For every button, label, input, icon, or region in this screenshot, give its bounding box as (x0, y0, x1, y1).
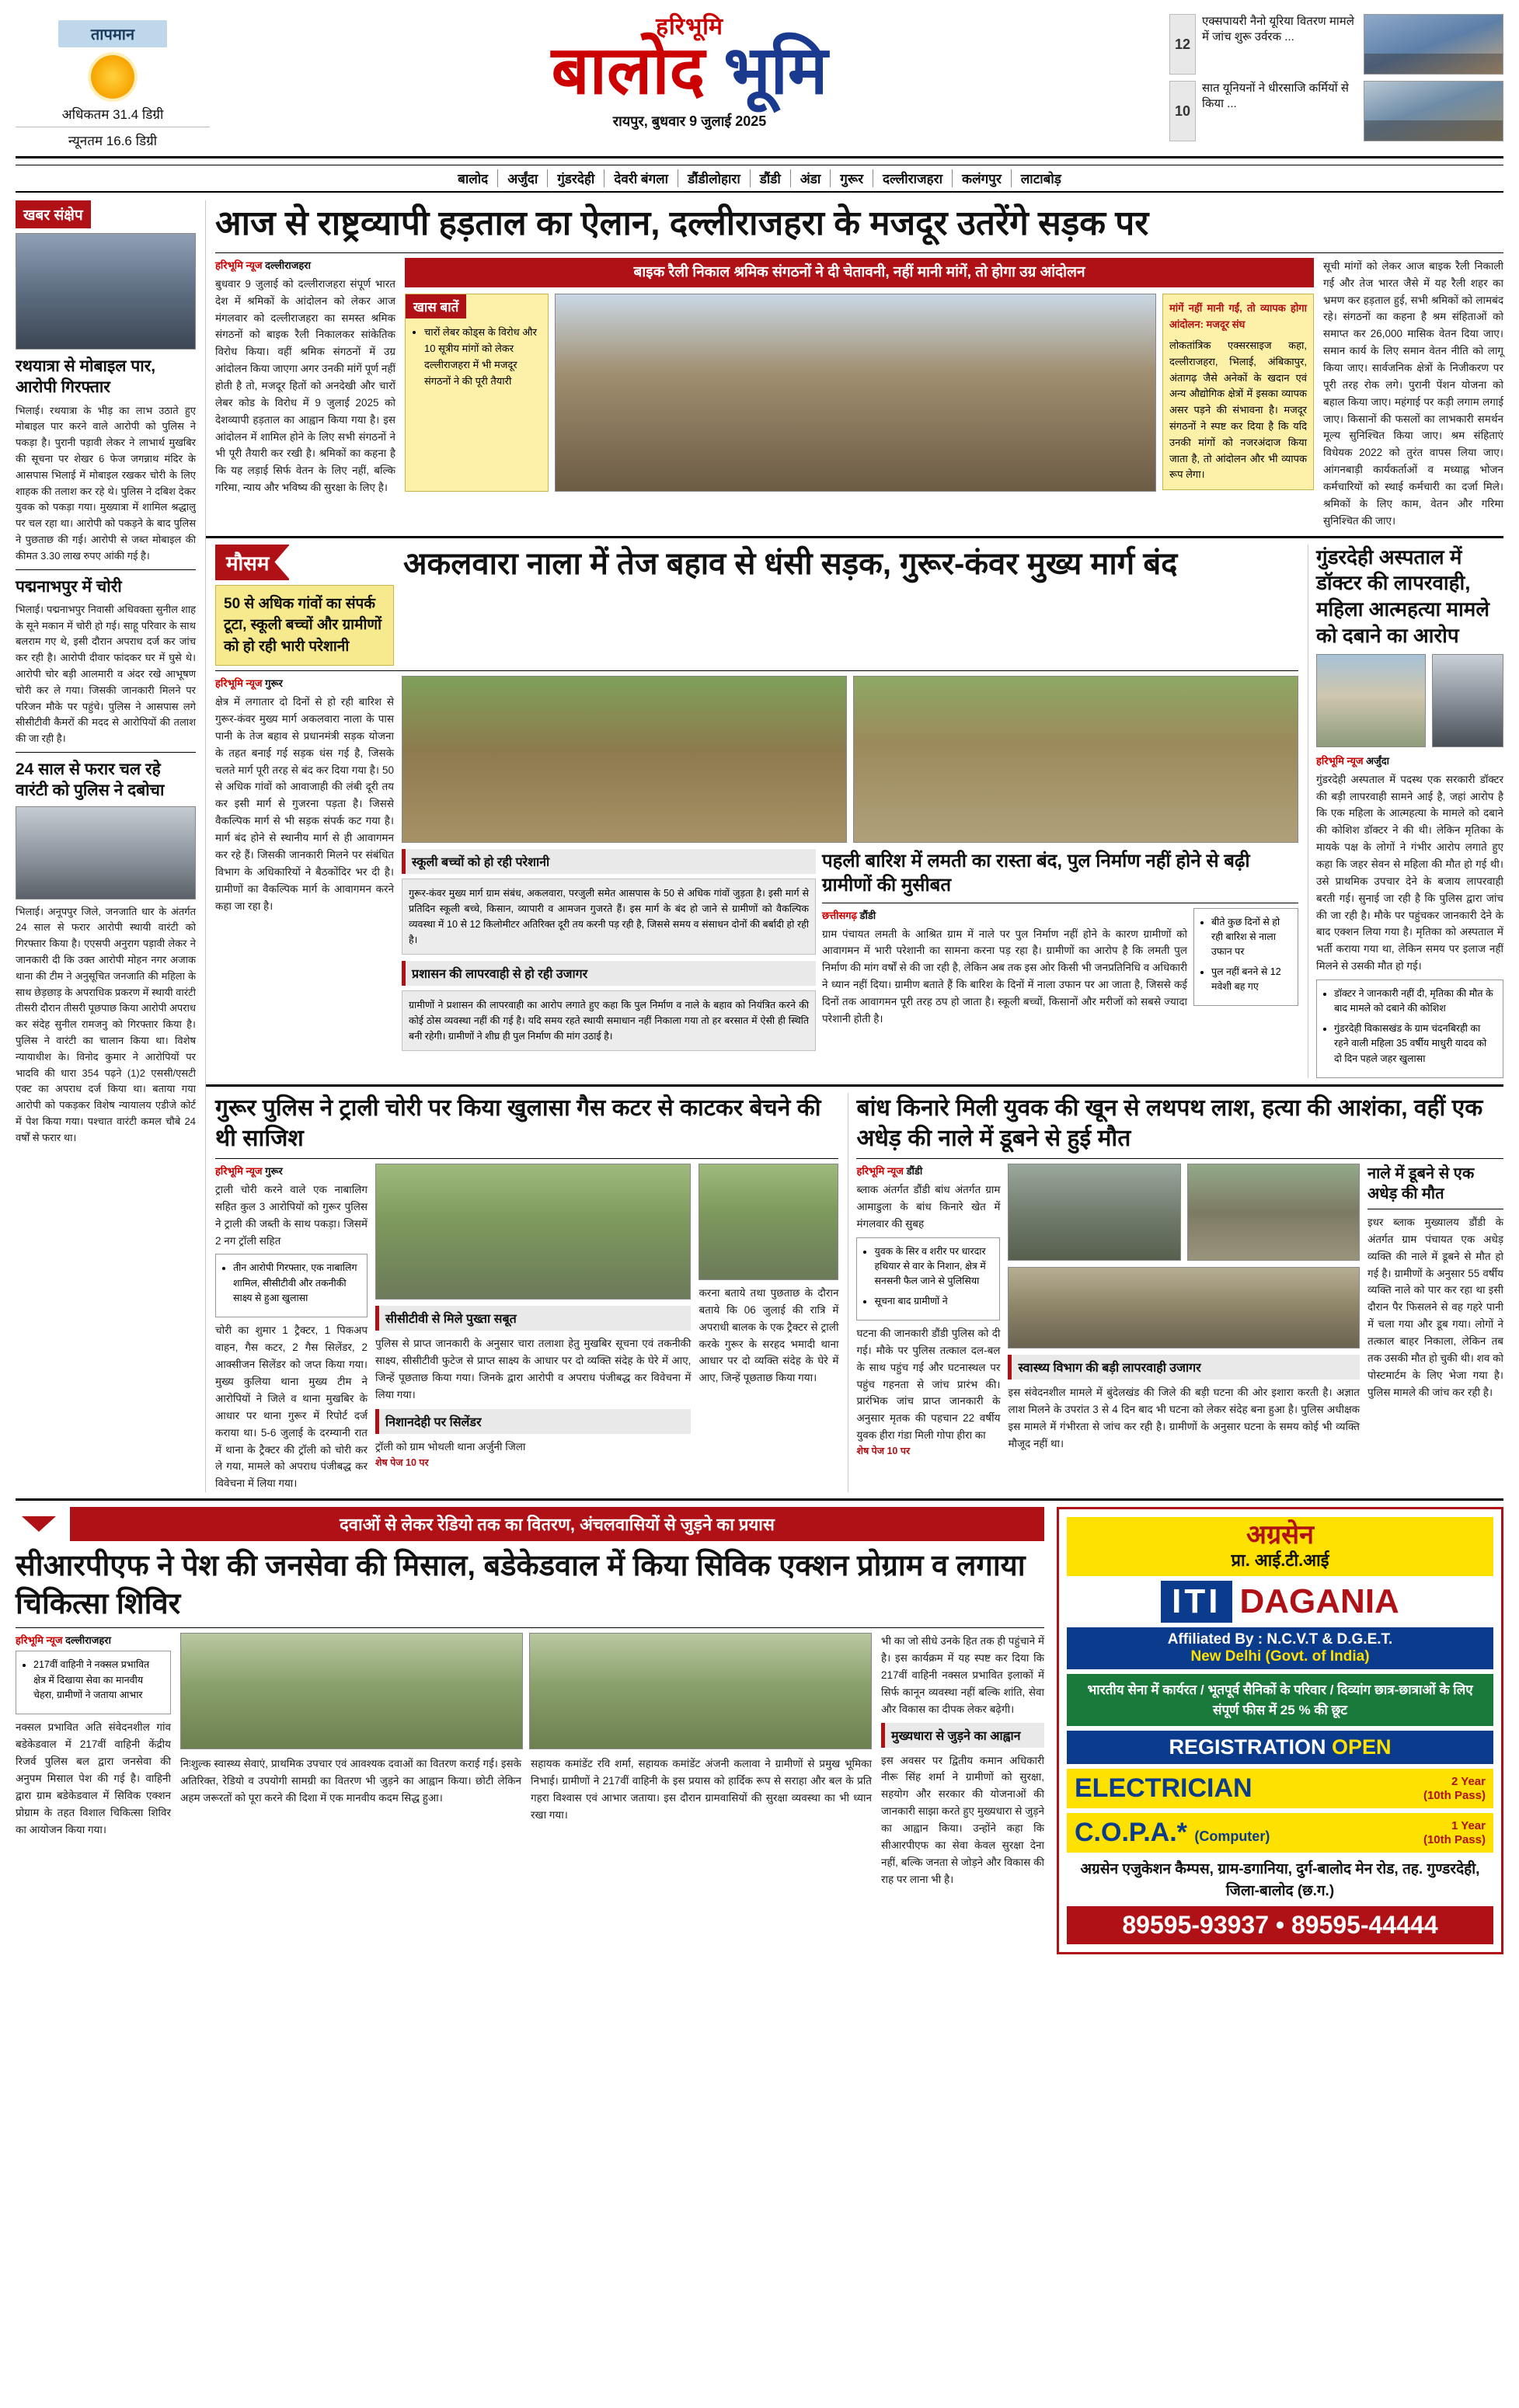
weather-story (215, 545, 1298, 1078)
list-item: • डॉक्टर ने जानकारी नहीं दी, मृतिका की मौत के बाद मामले को दबाने की कोशिश (1334, 987, 1496, 1017)
byline-place: डौंडी (906, 1164, 923, 1177)
ad-registration (1067, 1731, 1493, 1764)
caption-cctv-body: पुलिस से प्राप्त जानकारी के अनुसार चारा तलाशा हेतु मुखबिर सूचना एवं तकनीकी साक्ष्य, सीसीटीवी फुटेज से प्राप्त साक्ष्य के आधार पर दो व्यक्ति संदेह के घेरे में आए, जिन्हें पूछताछ किया गया। जिनके द्वारा आरोपी व अपराध पंजीबद्ध कर विवेचना में लिया गया। (375, 1337, 692, 1401)
hospital-body-text: गुंडरदेही अस्पताल में पदस्थ एक सरकारी डॉक्टर की बड़ी लापरवाही सामने आई है, जहां आरोप है कि एक महिला के आत्महत्या के मामले को दबाने की कोशिश डॉक्टर ने की थी। लेकिन मृतिका के मायके पक्ष के लोगों ने गंभीर आरोप लगाते हुए कहा कि जहर सेवन से महिला की मौत हो गई थी। उसे प्राथमिक उपचार देने के बजाय लापरवाही बरती गई। सुनाई जा रही है कि पुलिस द्वारा जांच की जा रही है। मौके पर पहुंचकर जानकारी देने के बाद एक्शन लिया गया है। मृतिका को अस्पताल में भर्ती कराया गया था, लेकिन समय पर इलाज नहीं मिलने से उसकी मौत हो गई। (1316, 773, 1503, 973)
ad-iti-row (1067, 1581, 1493, 1623)
list-item: • पुल नहीं बनने से 12 मवेशी बह गए (1211, 965, 1291, 995)
caption-administration: प्रशासन की लापरवाही से हो रही उजागर (402, 961, 816, 986)
ad-course-qualification: (10th Pass) (1423, 1788, 1486, 1802)
caption-nishandehi-body: ट्रॉली को ग्राम भोथली थाना अर्जुनी जिला (375, 1441, 526, 1453)
edition-item[interactable]: गुरूर (831, 169, 873, 187)
hospital-bullets (1323, 987, 1496, 1067)
weather-caption-row (402, 849, 1298, 1051)
edition-item[interactable]: अंडा (791, 169, 831, 187)
byline-source: हरिभूमि न्यूज (215, 677, 263, 690)
list-item: • युवक के सिर व शरीर पर धारदार हथियार से वार के निशान, क्षेत्र में सनसनी फैल जाने से पुलिसिया (874, 1244, 993, 1289)
photo-flooded-road (853, 676, 1298, 843)
weather-headline-col (403, 545, 1298, 666)
ad-brand-sub: प्रा. आई.टी.आई (1231, 1550, 1329, 1571)
lead-sidenote (1162, 294, 1314, 492)
byline-source: हरिभूमि न्यूज (856, 1164, 904, 1177)
tractor-col3-text: करना बताये तथा पुछताछ के दौरान बताये कि 06 जुलाई की रात्रि में अपराधी बालक के एक ट्रैक्टर से ट्राली करके गुरूर के सरहद भमादी थाना आधार पर दो व्यक्ति संदेह के घेरे में आए, जिन्हें पूछताछ किया गया। (699, 1286, 839, 1384)
weather-headline[interactable]: अकलवारा नाला में तेज बहाव से धंसी सड़क, गुरूर-कंवर मुख्य मार्ग बंद (403, 546, 1178, 581)
photo-nala-road (402, 676, 847, 843)
weather-label: तापमान (58, 20, 167, 47)
dam-col-1 (856, 1164, 1000, 1457)
edition-item[interactable]: देवरी बंगला (604, 169, 678, 187)
crpf-photos (180, 1633, 872, 1749)
promo-text: सात यूनियनों ने धीरसाजि कर्मियों से किया ... (1202, 82, 1349, 111)
continued-link[interactable]: शेष पेज 10 पर (856, 1446, 911, 1457)
edition-item[interactable]: बालोद (448, 169, 498, 187)
photo-seized-tractor (375, 1164, 691, 1300)
byline (215, 676, 394, 690)
crpf-story (16, 1507, 1044, 1954)
tractor-col-2 (375, 1164, 691, 1492)
list-item: • 217वीं वाहिनी ने नक्सल प्रभावित क्षेत्र में दिखाया सेवा का मानवीय चेहरा, ग्रामीणों ने जताया आभार (33, 1658, 164, 1703)
lead-right-text: सूची मांगों को लेकर आज बाइक रैली निकाली गई और तेज भारत जैसे में यह रैली शहर का भ्रमण कर हड़ताल हुई, सभी श्रमिकों को लामबंद रहे। संगठनों का कहना है श्रम संहिताओं को समाप्त कर 26,000 मासिक वेतन दिया जाए। समान कार्य के लिए समान वेतन नीति को लागू किया जाए। सार्वजनिक क्षेत्रों के निजीकरण पर पूरी तरह रोक लगे। पुरानी पेंशन योजना को बहाल किया जाए। महंगाई पर कड़ी लगाम लगाई जाए। किसानों की फसलों का लाभकारी समर्थन मूल्य सुनिश्चित किया जाए। श्रम संहिताएं विधेयक 2022 को तुरंत वापस लिया जाए। आंगनबाड़ी कार्यकर्ताओं व मध्याह्न भोजन कर्मचारियों को स्थाई कर्मचारी का दर्जा मिले। श्रमिकों के लिए काम, वेतन और गरिमा सुनिश्चित की जाए। (1323, 259, 1503, 527)
ad-course-name (1075, 1818, 1270, 1848)
caption-mainstream: मुख्यधारा से जुड़ने का आह्वान (881, 1723, 1044, 1748)
tractor-bullets (222, 1261, 361, 1306)
weather-photos (402, 676, 1298, 843)
crpf-col4-intro: भी का जो सीधे उनके हित तक ही पहुंचाने में है। इस कार्यक्रम में यह स्पष्ट कर दिया कि 217वीं वाहिनी नक्सल प्रभावित इलाकों में सिर्फ कानून व्यवस्था नहीं बल्कि शांति, सेवा और विकास का दीपक लेकर बढ़ेगी। (881, 1635, 1044, 1715)
row-crime (206, 1093, 1503, 1492)
lead-headline[interactable]: आज से राष्ट्रव्यापी हड़ताल का ऐलान, दल्लीराजहरा के मजदूर उतरेंगे सड़क पर (215, 204, 1149, 242)
sidenote-box (1162, 294, 1314, 490)
dam-headline[interactable]: बांध किनारे मिली युवक की खून से लथपथ लाश, हत्या की आशंका, वहीं एक अधेड़ की नाले में डूबने से हुई मौत (856, 1094, 1483, 1151)
sidebar-item-body: भिलाई। रथयात्रा के भीड़ का लाभ उठाते हुए मोबाइल पार करने वाले आरोपी को पुलिस ने पकड़ा है। पुरानी पड़ावी लेकर ने लाभार्थ मुखबिर की सूचना पर शेखर 6 फेज जगन्नाथ मंदिर के आसपास भिलाई में मोबाइल रखकर चोरी के लिए शाहक की तलाश कर रहे थे। पुलिस ने दबिश देकर युवक को पकड़ा गया। मुख्यात्रा में शामिल श्रद्धालु पर चल रहा था। आरोपी को पकड़ने के बाद पुलिस ने पुछताछ की गई। आरोपी से जब्त मोबाइल की कीमत 3.30 लाख रुपए आंकी गई है। (16, 404, 196, 562)
ad-course-years: 1 Year (1451, 1818, 1486, 1832)
tractor-col-1 (215, 1164, 368, 1492)
lamti-body-text: ग्राम पंचायत लमती के आश्रित ग्राम में नाले पर पुल निर्माण नहीं होने के कारण ग्रामीणों को आवागमन में भारी परेशानी का सामना करना पड़ रहा है। ग्रामीणों का आरोप है कि लमती पुल निर्माण की मांग वर्षों से की जा रही है, लेकिन अब तक इस ओर किसी भी जनप्रतिनिधि व अधिकारी ने ध्यान नहीं दिया। ग्रामीण बताते हैं कि बारिश के दिनों में नाला उफान पर आ जाता है, जिससे कई दिनों तक आवागमन पूरी तरह ठप हो जाता है। स्कूली बच्चों, किसानों और मरीजों को सबसे ज्यादा परेशानी होती है। (822, 927, 1187, 1025)
crpf-col3-text: सहायक कमांडेंट रवि शर्मा, सहायक कमांडेंट अंजनी कलावा ने ग्रामीणों से प्रमुख भूमिका निभाई। ग्रामीणों ने 217वीं वाहिनी के इस प्रयास को हार्दिक रूप से सराहा और बल के प्रति गहरा विश्वास एवं आभार जताया। इस दौरान ग्रामवासियों की सुरक्षा व्यवस्था का भी ध्यान रखा गया। (531, 1758, 872, 1821)
sidenote-body: लोकतांत्रिक एक्सरसाइज कहा, दल्लीराजहरा, भिलाई, अंबिकापुर, अंतागढ़ जैसे अनेकों के खदान एवं अन्य औद्योगिक क्षेत्रों में इसका व्यापक असर पड़ने की संभावना है। मजदूर संगठनों ने स्पष्ट कर दिया है कि यदि उनकी मांगों को नजरअंदाज किया जाता है, तो आंदोलन और भी व्यापक रूप लेगा। (1169, 339, 1307, 481)
page-body (16, 200, 1503, 1492)
max-temperature: अधिकतम 31.4 डिग्री (16, 105, 210, 127)
edition-item[interactable]: गुंडरदेही (548, 169, 604, 187)
ad-affiliated-line: Affiliated By : N.C.V.T & D.G.E.T. (1167, 1631, 1393, 1648)
edition-item[interactable]: लाटाबोड़ (1020, 172, 1061, 186)
edition-item[interactable]: दल्लीराजहरा (873, 169, 953, 187)
crpf-col2-text: निःशुल्क स्वास्थ्य सेवाएं, प्राथमिक उपचार एवं आवश्यक दवाओं का वितरण कराई गई। इसके अतिरिक्त, रेडियो व उपयोगी सामग्री का वितरण भी जुड़ने का आह्वान किया। छोटी लेकिन अहम जरूरतों को पूरा करने की दिशा में एक मानवीय कदम सिद्ध हुआ। (180, 1758, 521, 1804)
lead-photo-rally (555, 294, 1156, 492)
photo-medical-camp (180, 1633, 523, 1749)
byline (1316, 753, 1503, 767)
ad-course-note: (Computer) (1194, 1829, 1270, 1845)
min-temperature: न्यूनतम 16.6 डिग्री (68, 134, 158, 148)
caption-cctv: सीसीटीवी से मिले पुख्ता सबूत (375, 1306, 691, 1331)
lamti-bullets (1200, 915, 1291, 995)
crpf-col-4 (881, 1633, 1044, 1888)
lamti-text-col (822, 908, 1187, 1028)
promo-photo (1364, 81, 1503, 141)
tractor-body-text: ट्राली चोरी करने वाले एक नाबालिग सहित कुल 3 आरोपियों को गुरूर पुलिस ने ट्राली की जब्ती के साथ पकड़ा। जिसमें 2 नग ट्रॉली सहित (215, 1183, 368, 1247)
khas-baten-list (406, 318, 548, 401)
brand-word-1: बालोद (551, 33, 705, 108)
weather-flag-col (215, 545, 394, 666)
brand-main (210, 33, 1169, 108)
dam-photos (1008, 1164, 1360, 1261)
promo-photo (1364, 14, 1503, 75)
photo-relative (1432, 654, 1503, 747)
list-item: • सूचना बाद ग्रामीणों ने (874, 1294, 993, 1309)
tractor-story (215, 1093, 838, 1492)
caption-block-1 (402, 849, 816, 1051)
weather-col-2 (402, 676, 1298, 1051)
edition-item[interactable]: अर्जुंदा (498, 169, 548, 187)
crpf-col4-text: इस अवसर पर द्वितीय कमान अधिकारी नीरू सिंह शर्मा ने ग्रामीणों को सुरक्षा, सहयोग और सरकार की योजनाओं की जानकारी साझा करते हुए मुख्यधारा से जुड़ने का आह्वान किया। उन्होंने कहा कि सीआरपीएफ का सेवा केवल सुरक्षा देना नहीं, बल्कि जनता से जोड़ने और विकास की राह पर लाना भी है। (881, 1754, 1044, 1885)
photo-crime-scene (1008, 1267, 1360, 1348)
photo-police-team (699, 1164, 838, 1280)
sidebar-item-title[interactable]: 24 साल से फरार चल रहे वारंटी को पुलिस ने दबोचा (16, 760, 165, 800)
caption-administration-body: ग्रामीणों ने प्रशासन की लापरवाही का आरोप लगाते हुए कहा कि पुल निर्माण व नाले के बहाव को नियंत्रित करने की कोई ठोस व्यवस्था नहीं की गई है। यदि समय रहते स्थायी समाधान नहीं निकाला गया तो हर बरसात में ऐसी ही स्थिति बनी रहेगी। ग्रामीणों ने शीघ्र ही पुल निर्माण की मांग उठाई है। (402, 990, 816, 1051)
sidebar-khabar-sankshep (16, 200, 196, 1492)
byline (215, 258, 395, 272)
crpf-col-2 (180, 1633, 872, 1888)
sidebar-header: खबर संक्षेप (16, 200, 91, 228)
ad-container (1057, 1507, 1503, 1954)
sidebar-item-title[interactable]: पद्मनाभपुर में चोरी (16, 577, 122, 596)
lead-kicker: बाइक रैली निकाल श्रमिक संगठनों ने दी चेतावनी, नहीं मानी मांगें, तो होगा उग्र आंदोलन (405, 258, 1314, 288)
dam-col-2 (1008, 1164, 1360, 1457)
photo-dam-site (1187, 1164, 1360, 1261)
lead-story (206, 204, 1503, 530)
masthead-title-block (210, 14, 1169, 130)
lead-col-1 (215, 258, 395, 530)
khas-baten-title: खास बातें (406, 294, 466, 318)
byline-source: छत्तीसगढ़ (822, 909, 857, 921)
crpf-body-row (16, 1633, 1044, 1888)
byline (215, 1164, 368, 1178)
caption-school-body: गुरूर-कंवर मुख्य मार्ग ग्राम संबंध, अकलवारा, परजुली समेत आसपास के 50 से अधिक गांवों जुड़ता है। इसी मार्ग से प्रतिदिन स्कूली बच्चे, किसान, व्यापारी व आमजन गुजरते हैं। इस मार्ग के बंद हो जाने से ग्रामीणों को वैकल्पिक व्यवस्था में 10 से 12 किलोमीटर अतिरिक्त दूरी तय करनी पड़ रही है, जिससे समय व संसाधन दोनों की बर्बादी हो रही है। (402, 879, 816, 955)
sub-story-lamti (822, 849, 1298, 1051)
photo-hospital (1316, 654, 1426, 747)
edition-item[interactable]: डौंडीलोहारा (678, 169, 751, 187)
edition-item[interactable]: डौंडी (751, 169, 791, 187)
caption-school-children: स्कूली बच्चों को हो रही परेशानी (402, 849, 816, 874)
weather-yellow-panel: 50 से अधिक गांवों का संपर्क टूटा, स्कूली बच्चों और ग्रामीणों को हो रही भारी परेशानी (215, 585, 394, 666)
sidebar-item-title[interactable]: रथयात्रा से मोबाइल पार, आरोपी गिरफ्तार (16, 357, 156, 397)
ad-dagania: DAGANIA (1239, 1582, 1399, 1621)
bottom-row (16, 1507, 1503, 1954)
ad-registration-status: OPEN (1331, 1735, 1392, 1759)
brand-small: हरिभूमि (656, 14, 723, 40)
arrow-down-icon (16, 1516, 62, 1532)
weather-head-row (215, 545, 1298, 666)
ad-registration-label: REGISTRATION (1169, 1735, 1326, 1759)
sidenote-title: मांगें नहीं मानी गईं, तो व्यापक होगा आंदोलन: मजदूर संघ (1169, 302, 1307, 331)
ad-course-qualification: (10th Pass) (1423, 1832, 1486, 1846)
crpf-headline[interactable]: सीआरपीएफ ने पेश की जनसेवा की मिसाल, बडेकेडवाल में किया सिविक एक्शन प्रोग्राम व लगाया चिकित्सा शिविर (16, 1550, 1026, 1620)
promo-text: एक्सपायरी नैनो यूरिया वितरण मामले में जांच शुरू उर्वरक ... (1202, 15, 1354, 44)
ad-course-electrician[interactable] (1067, 1769, 1493, 1808)
byline-source: हरिभूमि न्यूज (215, 1164, 263, 1177)
ad-brand-hindi: अग्रसेन (1246, 1520, 1314, 1550)
dam-bullets (863, 1244, 993, 1310)
hospital-photos (1316, 654, 1503, 747)
crpf-col-1 (16, 1633, 171, 1888)
tractor-body-row (215, 1164, 838, 1492)
byline-place: अर्जुंदा (1366, 754, 1389, 767)
weather-box (16, 14, 210, 151)
tractor-col-3 (699, 1164, 838, 1492)
byline (856, 1164, 1000, 1178)
byline-place: गुरूर (265, 677, 283, 690)
sidebar-photo-police (16, 233, 196, 350)
main-content (205, 200, 1503, 1492)
hospital-story (1308, 545, 1503, 1078)
caption-health-dept: स्वास्थ्य विभाग की बड़ी लापरवाही उजागर (1008, 1355, 1360, 1380)
advertisement[interactable] (1057, 1507, 1503, 1954)
byline (16, 1633, 171, 1647)
lamti-bullets-box (1193, 908, 1298, 1007)
byline-place: दल्लीराजहरा (65, 1634, 111, 1647)
mausam-flag: मौसम (215, 545, 289, 580)
place-date: रायपुर, बुधवार 9 जुलाई 2025 (612, 113, 767, 129)
dam-body-text-2: घटना की जानकारी डौंडी पुलिस को दी गई। मौके पर पुलिस तत्काल दल-बल के साथ पहुंच गई और घटनास्थल पर पहुंच गहनता से जांच प्रारंभ की। प्रारंभिक जांच प्राप्त जानकारी के अनुसार मृतक की पहचान 22 वर्षीय युवक हीरा गंडा मिली गोपा हीरा का (856, 1328, 1001, 1442)
ad-newdelhi-line: New Delhi (Govt. of India) (1190, 1648, 1370, 1665)
list-item: • गुंडरदेही विकासखंड के ग्राम चंदनबिरही का रहने वाली महिला 35 वर्षीय माधुरी यादव को दो दिन पहले जहर खुलासा (1334, 1021, 1496, 1067)
tractor-bullets-box (215, 1254, 368, 1317)
dam-col-3 (1367, 1164, 1503, 1457)
lead-media-row (405, 294, 1314, 492)
continued-link[interactable]: शेष पेज 10 पर (375, 1457, 429, 1469)
lamti-headline[interactable]: पहली बारिश में लमती का रास्ता बंद, पुल निर्माण नहीं होने से बढ़ी ग्रामीणों की मुसीबत (822, 851, 1250, 896)
ad-course-duration (1423, 1775, 1486, 1803)
hospital-bullets-box (1316, 980, 1503, 1078)
promo-item[interactable] (1169, 14, 1503, 75)
crpf-bullets (23, 1658, 164, 1703)
byline-place: डौंडी (859, 909, 876, 921)
byline-place: दल्लीराजहरा (265, 259, 311, 271)
ad-course-copa[interactable] (1067, 1813, 1493, 1853)
ad-course-name: ELECTRICIAN (1075, 1773, 1252, 1804)
lead-body-row (215, 258, 1503, 530)
list-item: • बीते कुछ दिनों से हो रही बारिश से नाला उफान पर (1211, 915, 1291, 960)
tractor-headline[interactable]: गुरूर पुलिस ने ट्राली चोरी पर किया खुलासा गैस कटर से काटकर बेचने की थी साजिश (215, 1094, 821, 1151)
khas-baten-box (405, 294, 549, 492)
lead-col-right (1323, 258, 1503, 530)
ad-affiliation (1067, 1627, 1493, 1669)
byline-source: हरिभूमि न्यूज (1316, 754, 1364, 767)
sidebar-item-body: भिलाई। अनूपपुर जिले, जनजाति धार के अंतर्गत 24 साल से फरार आरोपी स्थायी वारंटी को गिरफ्तार किया है। एएसपी अनुराग पड़ावी लेकर ने जानकारी दी कि उक्त आरोपी मोहन नगर अजाक थाना की टीम ने अनुसूचित जनजाति की महिला के साथ छेड़छाड़ के अपराधिक प्रकरण में स्थायी वारंटी तीसरी दौरान तीसरी पूछपाछ किया आरोपी अपराध कर संदेह सुनील रामजनु को गिरफ्तार किया है। पुलिस ने वारंटी का चालान किया था। विशेष न्यायाधीश के। विनोद कुमार ने आरोपियों पर भादवि की धारा 354 पढ़ने (1)2 एससी/एसटी एक्ट का अपराध दर्ज किया था। बताया गया आरोपी को पकड़कर विशेष न्यायालय एडीजे कोर्ट में पेश किया गया। पश्चात वारंटी कमल चौबे 24 वर्षों से फरार था। (16, 905, 196, 1143)
byline (822, 908, 1187, 922)
photo-distribution (529, 1633, 872, 1749)
caption-health-body: इस संवेदनशील मामले में बुंदेलखंड की जिले की बड़ी घटना की ओर इशारा करती है। अज्ञात लाश मिलने के उपरांत 3 से 4 दिन बाद भी घटना को लेकर संदेह बना हुआ है। पुलिस अधीक्षक इस मामले में गंभीरता से जांच कर रही है। ग्रामीणों के अनुसार घटना के समय कोई भी व्यक्ति मौजूद नहीं था। (1008, 1386, 1360, 1449)
ad-course-title: C.O.P.A.* (1075, 1818, 1187, 1848)
caption-nishandehi: निशानदेही पर सिलेंडर (375, 1409, 691, 1434)
brand-word-2: भूमि (723, 33, 828, 108)
ad-header (1067, 1517, 1493, 1576)
photo-villagers-rain (1008, 1164, 1180, 1261)
sidebar-item-body: भिलाई। पद्मनाभपुर निवासी अधिवक्ता सुनील शाह के सूने मकान में चोरी हो गई। साहू परिवार के साथ बलराम गए थे, इसी दौरान अपराध दर्ज कर जांच कर रही है। आरोपी दीवार फांदकर घर में घुसे थे। आरोपी चोर बड़ी आलमारी व अंदर रखे आभूषण चोरी कर ले गया। जिसकी जानकारी मिलने पर परिजन मौके पर पहुंचे। पुलिस ने आसपास लगे सीसीटीवी कैमरों की मदद से आरोपियों की तलाश की जा रही है। (16, 603, 196, 745)
ad-address: अग्रसेन एजुकेशन कैम्पस, ग्राम-डगानिया, दुर्ग-बालोद मेन रोड, तह. गुण्डरदेही, जिला-बालोद (छ.ग.) (1080, 1861, 1480, 1899)
ad-discount-note: भारतीय सेना में कार्यरत / भूतपूर्व सैनिकों के परिवार / दिव्यांग छात्र-छात्राओं के लिए संपूर्ण फीस में 25 % की छूट (1067, 1674, 1493, 1726)
ad-iti-logo: ITI (1161, 1581, 1232, 1623)
masthead (16, 14, 1503, 158)
sidebar-photo-accused (16, 806, 196, 900)
byline-place: गुरूर (265, 1164, 283, 1177)
crpf-ribbon: दवाओं से लेकर रेडियो तक का वितरण, अंचलवासियों से जुड़ने का प्रयास (70, 1507, 1044, 1541)
crpf-body-text: नक्सल प्रभावित अति संवेदनशील गांव बडेकेडवाल में 217वीं वाहिनी केंद्रीय रिजर्व पुलिस बल द्वारा जनसेवा की अनुपम मिसाल पेश की गई है। वाहिनी द्वारा ग्राम बडेकेडवाल में सिविक एक्शन प्रोग्राम के तहत विशाल चिकित्सा शिविर का आयोजन किया गया। (16, 1721, 171, 1836)
dam-body-text: ब्लाक अंतर्गत डौंडी बांध अंतर्गत ग्राम आमाडुला के बांध किनारे खेत में मंगलवार की सुबह (856, 1183, 1001, 1230)
ad-course-years: 2 Year (1451, 1774, 1486, 1788)
dam-bullets-box (856, 1237, 1000, 1321)
tractor-body-text-2: चोरी का शुमार 1 ट्रैक्टर, 1 पिकअप वाहन, गैस कटर, 2 गैस सिलेंडर, 2 आक्सीजन सिलेंडर को जप्त किया गया। मुख्य कुलिया थाना मुख्य टीम ने आरोपियों ने जिले व थाना मुखबिर के आधार पर थाना गुरूर में रिपोर्ट दर्ज कराया था। 5-6 जुलाई के दरम्यानी रात में थाना के ट्रैक्टर की ट्रॉली को चोरी कर ले गया, मामले को अपराध पंजीबद्ध कर विवेचना में लिया गया। (215, 1324, 368, 1490)
ad-course-duration (1423, 1819, 1486, 1847)
crpf-text-columns (180, 1756, 872, 1823)
ad-phone[interactable]: 89595-93937 • 89595-44444 (1067, 1906, 1493, 1944)
drown-headline[interactable]: नाले में डूबने से एक अधेड़ की मौत (1367, 1164, 1475, 1202)
promo-column (1169, 14, 1503, 148)
list-item: • तीन आरोपी गिरफ्तार, एक नाबालिग शामिल, सीसीटीवी और तकनीकी साक्ष्य से हुआ खुलासा (233, 1261, 361, 1306)
lead-col-center (405, 258, 1314, 530)
byline-source: हरिभूमि न्यूज (16, 1634, 63, 1647)
list-item: • चारों लेबर कोड्स के विरोध और 10 सूत्रीय मांगों को लेकर दल्लीराजहरा में भी मजदूर संगठनों ने की पूरी तैयारी (424, 325, 540, 389)
promo-page-number: 12 (1169, 14, 1196, 75)
lamti-body-row (822, 908, 1298, 1028)
sun-icon (91, 55, 134, 99)
promo-item[interactable] (1169, 81, 1503, 141)
drown-body-text: इधर ब्लाक मुख्यालय डौंडी के अंतर्गत ग्राम पंचायत एक अधेड़ व्यक्ति की नाले में डूबने से मौत हो गई है। ग्रामीणों के अनुसार 55 वर्षीय व्यक्ति नाले को पार कर रहा था इसी दौरान पैर फिसलने से वह गहरे पानी में चला गया और डूब गया। लोगों ने तत्काल बाहर निकाला, लेकिन तब तक उसकी मौत हो चुकी थी। शव को पोस्टमार्टम के लिए भेजा गया है। पुलिस मामले की जांच कर रही है। (1367, 1216, 1503, 1398)
promo-page-number: 10 (1169, 81, 1196, 141)
lead-body-text: बुधवार 9 जुलाई को दल्लीराजहरा संपूर्ण भारत देश में श्रमिकों के आंदोलन को लेकर आज मंगलवार को दल्लीराजहरा का समस्त श्रमिक संगठनों को बाइक रैली निकालकर सांकेतिक विरोध किया। वहीं श्रमिक संगठनों में उग्र आंदोलन किया जाएगा अगर उनकी मांगें पूर्ण नहीं होती है तो, मजदूर हितों को अनदेखी और चारों लेबर कोड के विरोध में 9 जुलाई 2025 को देशव्यापी हड़ताल का आह्वान किया गया है। इस आंदोलन में शामिल होने के लिए सभी संगठनों ने भी पूरी तैयारी कर रखी है। श्रमिकों का कहना है कि यह लड़ाई सिर्फ वेतन के लिए नहीं, बल्कि गरिमा, न्याय और भविष्य की सुरक्षा के लिए है। (215, 277, 395, 494)
dam-story (848, 1093, 1503, 1492)
dam-body-row (856, 1164, 1503, 1457)
byline-source: हरिभूमि न्यूज (215, 259, 263, 271)
crpf-bullet-box (16, 1651, 171, 1714)
row-weather (206, 545, 1503, 1078)
edition-strip (16, 165, 1503, 193)
edition-item[interactable]: कलंगपुर (953, 169, 1012, 187)
hospital-headline[interactable]: गुंडरदेही अस्पताल में डॉक्टर की लापरवाही, महिला आत्महत्या मामले को दबाने का आरोप (1316, 545, 1489, 647)
weather-col-1 (215, 676, 394, 1051)
weather-body-text: क्षेत्र में लगातार दो दिनों से हो रही बारिश से गुरूर-कंवर मुख्य मार्ग अकलवारा नाला के पास पानी के तेज बहाव से प्रधानमंत्री सड़क योजना के तहत बनाई गई सड़क धंस गई है, जिसके चलते मार्ग पूरी तरह से बंद कर दिया गया है। 50 से अधिक गांवों को आवाजाही की लंबी दूरी तय कर इसी मार्ग से गुजरना पड़ता है। जिससे वैकल्पिक मार्ग से भी सड़क संपर्क कट गया है। मार्ग बंद होने से स्थानीय मार्ग से ही आवागमन कर रहे हैं। जिसकी जानकारी मिलने पर संबंधित विभाग के अधिकारियों ने बैठकोंदिर भर दी है। ग्रामीणों का वैकल्पिक मार्ग के आवागमन करने कहा जा रहा है। (215, 696, 394, 912)
lamti-bullets-col (1193, 908, 1298, 1028)
weather-body-row (215, 676, 1298, 1051)
